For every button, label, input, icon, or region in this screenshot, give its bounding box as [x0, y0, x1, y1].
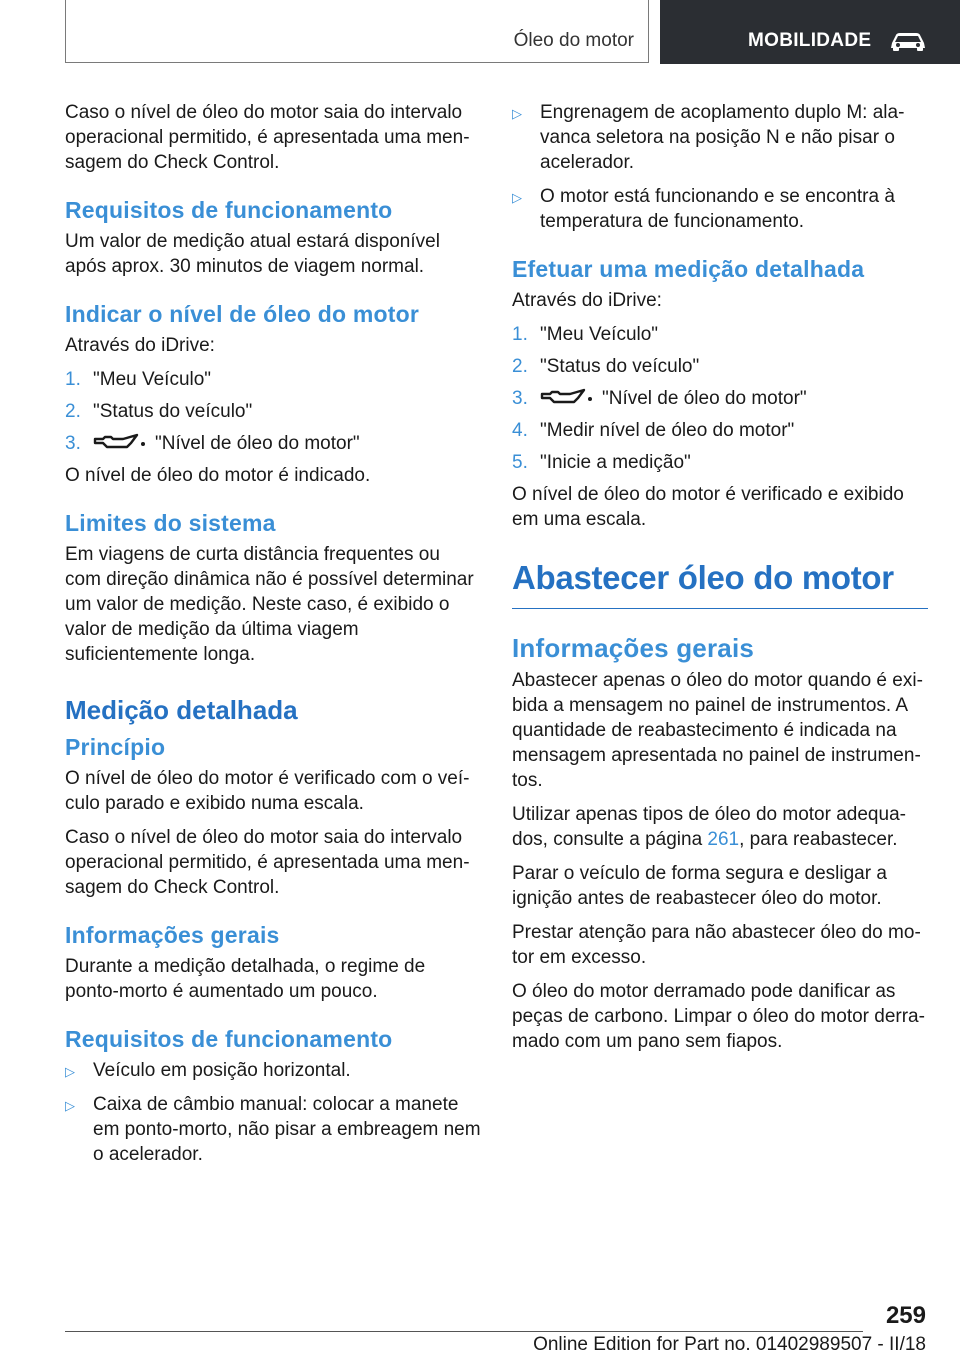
oil-verified-paragraph: O nível de óleo do motor é verificado e exibido em uma escala.	[512, 484, 904, 530]
triangle-bullet-icon: ▷	[65, 1098, 75, 1113]
system-limits-paragraph: Em viagens de curta distância frequentes ou com direção dinâmica não é possível determinar um valor de medição. Neste caso, é exibido o valor de medição da última viagem suficientemente longa.	[65, 544, 474, 665]
indicate-steps-list	[65, 367, 481, 456]
footer-divider	[65, 1331, 863, 1332]
requirements-paragraph: Um valor de medição atual estará disponível após aprox. 30 minutos de viagem normal.	[65, 231, 440, 277]
heading-perform-detailed-measurement: Efetuar uma medição detalhada	[512, 256, 865, 282]
header-section-title: Óleo do motor	[513, 30, 634, 51]
heading-indicate-oil-level: Indicar o nível de óleo do motor	[65, 301, 419, 327]
intro-paragraph: Caso o nível de óleo do motor saia do intervalo operacional permitido, é apresentada uma mensagem do Check Control.	[65, 102, 470, 173]
list-item: 2. "Status do veículo"	[512, 356, 700, 377]
list-item: 5. "Inicie a medição"	[512, 452, 691, 473]
heading-general-info: Informações gerais	[65, 922, 280, 948]
page-number: 259	[885, 1302, 926, 1329]
oil-indicated-paragraph: O nível de óleo do motor é indicado.	[65, 465, 371, 486]
right-column	[512, 100, 928, 1063]
triangle-bullet-icon: ▷	[512, 190, 522, 205]
list-item: ▷ Engrenagem de acoplamento duplo M: alavanca seletora na posição N e não pisar o acelerador.	[512, 102, 905, 173]
via-idrive-paragraph: Através do iDrive:	[512, 290, 662, 311]
fill-paragraph-3: Parar o veículo de forma segura e desligar a ignição antes de reabastecer óleo do motor.	[512, 863, 887, 909]
heading-principle: Princípio	[65, 734, 166, 760]
list-item: 3. "Nível de óleo do motor"	[65, 433, 360, 454]
via-idrive-paragraph: Através do iDrive:	[65, 335, 215, 356]
list-item: 2. "Status do veículo"	[65, 401, 253, 422]
header-chapter-title: MOBILIDADE	[748, 30, 872, 51]
oil-can-icon	[93, 433, 147, 451]
list-item: 3. "Nível de óleo do motor"	[512, 388, 807, 409]
fill-paragraph-2: Utilizar apenas tipos de óleo do motor adequados, consulte a página 261, para reabastecer.	[512, 804, 906, 850]
requirements-bullets	[65, 1058, 481, 1167]
car-icon	[888, 29, 928, 53]
header-section-box	[65, 0, 649, 63]
triangle-bullet-icon: ▷	[512, 106, 522, 121]
principle-paragraph-1: O nível de óleo do motor é verificado com o veículo parado e exibido numa escala.	[65, 768, 470, 814]
principle-paragraph-2: Caso o nível de óleo do motor saia do intervalo operacional permitido, é apresentada uma mensagem do Check Control.	[65, 827, 470, 898]
triangle-bullet-icon: ▷	[65, 1064, 75, 1079]
heading-detailed-measurement: Medição detalhada	[65, 695, 298, 725]
list-item: 4. "Medir nível de óleo do motor"	[512, 420, 795, 441]
list-item: ▷ O motor está funcionando e se encontra à temperatura de funcionamento.	[512, 186, 895, 232]
measure-steps-list	[512, 322, 928, 475]
heading-requirements-2: Requisitos de funcionamento	[65, 1026, 393, 1052]
heading-requirements: Requisitos de funcionamento	[65, 197, 393, 223]
fill-paragraph-5: O óleo do motor derramado pode danificar as peças de carbono. Limpar o óleo do motor derramado com um pano sem fiapos.	[512, 981, 925, 1052]
heading-fill-engine-oil: Abastecer óleo do motor	[512, 558, 928, 609]
fill-paragraph-1: Abastecer apenas o óleo do motor quando é exibida a mensagem no painel de instrumentos. A quantidade de reabastecimento é indicada na mensagem apresentada no painel de instrumentos.	[512, 670, 923, 791]
header-chapter-box	[660, 0, 960, 64]
oil-can-icon	[540, 388, 594, 406]
requirements-bullets-continued	[512, 100, 928, 234]
fill-paragraph-4: Prestar atenção para não abastecer óleo do motor em excesso.	[512, 922, 921, 968]
list-item: ▷ Caixa de câmbio manual: colocar a manete em ponto-morto, não pisar a embreagem nem o acelerador.	[65, 1094, 481, 1165]
general-info-paragraph: Durante a medição detalhada, o regime de ponto-morto é aumentado um pouco.	[65, 956, 426, 1002]
heading-system-limits: Limites do sistema	[65, 510, 276, 536]
list-item: 1. "Meu Veículo"	[512, 324, 659, 345]
page-reference-link[interactable]: 261	[707, 829, 740, 850]
list-item: 1. "Meu Veículo"	[65, 369, 212, 390]
list-item: ▷ Veículo em posição horizontal.	[65, 1058, 481, 1083]
footer-edition: Online Edition for Part no. 01402989507 - II/18	[533, 1334, 926, 1355]
heading-general-info: Informações gerais	[512, 633, 755, 663]
left-column	[65, 100, 481, 1176]
